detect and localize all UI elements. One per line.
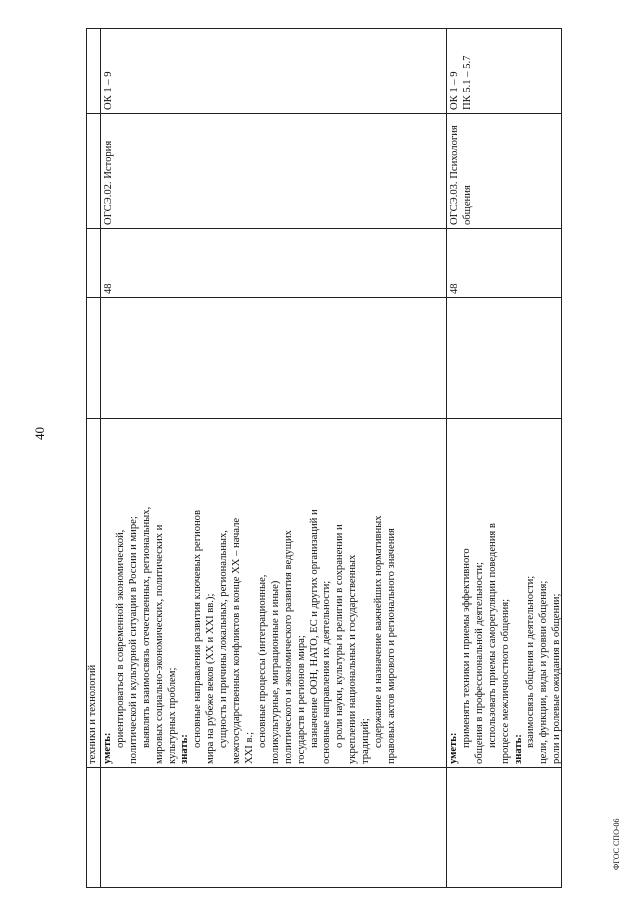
psychology-line: цели, функции, виды и уровни общения; <box>538 580 550 764</box>
history-knowledge-cell <box>102 507 399 764</box>
history-line: XXI в.; <box>243 731 255 764</box>
history-line: выявлять взаимосвязь отечественных, региональных, <box>140 506 152 748</box>
column-divider <box>86 113 562 114</box>
psychology-line: уметь: <box>448 732 459 764</box>
history-line: политического и экономического развития ведущих <box>282 530 294 764</box>
history-line: мировых социально-экономических, политических и <box>153 524 165 764</box>
psychology-line: роли и ролевые ожидания в общении; <box>551 593 563 764</box>
psychology-line: взаимосвязь общения и деятельности; <box>525 575 537 748</box>
history-line: укреплении национальных и государственных <box>347 554 359 764</box>
row-divider <box>446 28 447 888</box>
history-line: правовых актов мирового и регионального значения <box>385 528 397 764</box>
column-divider <box>86 228 562 229</box>
history-skills-label: уметь: <box>102 732 113 764</box>
psychology-discipline <box>449 125 475 225</box>
history-line: содержание и назначение важнейших нормативных <box>373 515 385 748</box>
page-number: 40 <box>32 427 47 440</box>
column-divider <box>86 767 562 768</box>
history-line: основные направления их деятельности; <box>321 580 333 764</box>
column-divider <box>86 418 562 419</box>
history-line: политической и культурной ситуации в России и мире; <box>127 516 139 764</box>
history-line: назначение ООН, НАТО, ЕС и других организаций и <box>308 509 320 748</box>
history-line: государств и регионов мира; <box>295 635 307 764</box>
row-divider <box>100 28 101 888</box>
psychology-competencies <box>449 56 475 110</box>
psychology-competency-line: ОК 1 – 9 <box>449 71 460 110</box>
history-line: основные процессы (интеграционные, <box>256 574 268 748</box>
column-divider <box>86 297 562 298</box>
psychology-line: использовать приемы саморегуляции поведения в <box>486 523 498 748</box>
top-row-knowledge: техники и технологий <box>87 664 98 764</box>
history-line: сущность и причины локальных, региональных, <box>218 530 230 748</box>
psychology-hours: 48 <box>449 283 460 294</box>
history-line: основные направления развития ключевых регионов <box>192 510 204 748</box>
history-hours: 48 <box>103 283 114 294</box>
history-line: знать: <box>179 734 191 764</box>
psychology-line: знать: <box>512 734 524 764</box>
competency-table <box>86 28 562 888</box>
history-line: ориентироваться в современной экономической, <box>114 529 126 748</box>
psychology-knowledge-cell <box>448 523 564 764</box>
history-line: мира на рубеже веков (XX и XXI вв.); <box>205 593 217 764</box>
psychology-line: процессе межличностного общения; <box>499 598 511 764</box>
history-line: культурных проблем; <box>166 667 178 764</box>
psychology-discipline-line: общения <box>461 185 473 225</box>
psychology-competency-line: ПК 5.1 – 5.7 <box>461 55 473 110</box>
history-line: о роли науки, культуры и религии в сохранении и <box>334 524 346 748</box>
history-line: традиций; <box>360 718 372 764</box>
footer-code: ФГОС СПО-06 <box>612 818 621 870</box>
history-line: поликультурные, миграционные и иные) <box>269 580 281 764</box>
psychology-discipline-line: ОГСЭ.03. Психология <box>449 125 460 225</box>
psychology-line: применять техники и приемы эффективного <box>460 548 472 748</box>
history-competencies: ОК 1 – 9 <box>103 71 114 110</box>
history-line: межгосударственных конфликтов в конце XX – начале <box>231 517 243 764</box>
history-discipline: ОГСЭ.02. История <box>103 140 114 225</box>
psychology-line: общения в профессиональной деятельности; <box>473 562 485 764</box>
